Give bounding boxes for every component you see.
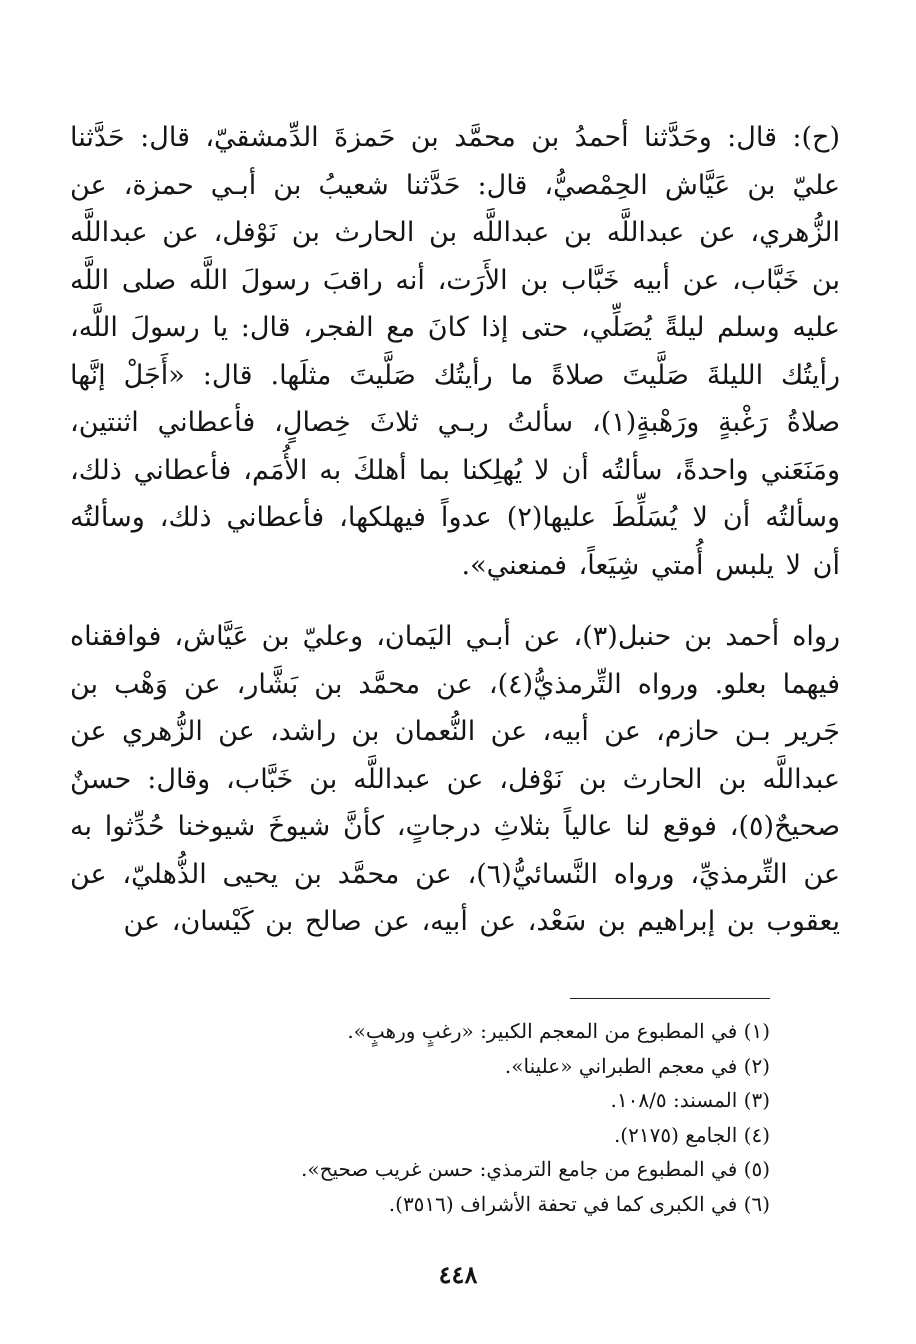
footnotes [180, 1014, 770, 1221]
footnote-6: (٦) في الكبرى كما في تحفة الأشراف (٣٥١٦). [388, 1191, 770, 1216]
page-number: ٤٤٨ [438, 1260, 478, 1289]
footnote-separator [570, 998, 770, 999]
footnote-1: (١) في المطبوع من المعجم الكبير: «رغبٍ ورهبٍ». [347, 1019, 770, 1043]
footnote-2: (٢) في معجم الطبراني «علينا». [504, 1053, 770, 1078]
hadith-paragraph: (ح): قال: وحَدَّثنا أحمدُ بن محمَّد بن حَمزةَ الدِّمشقيّ، قال: حَدَّثنا عليّ بن عَيَّاش الحِمْصيُّ، قال: حَدَّثنا شعيبُ بن أبـي حمزة، عن الزُّهري، عن عبداللَّه بن عبداللَّه بن الحارث بن نَوْفل، عن عبداللَّه بن خَبَّاب، عن أبيه خَبَّاب بن الأَرَت، أنه راقبَ رسولَ اللَّه صلى اللَّه عليه وسلم ليلةً يُصَلِّي، حتى إذا كانَ مع الفجر، قال: يا رسولَ اللَّه، رأيتُك الليلةَ صَلَّيتَ صلاةً ما رأيتُك صَلَّيتَ مثلَها. قال: «أَجَلْ إنَّها صلاةُ رَغْبةٍ ورَهْبةٍ(١)، سألتُ ربـي ثلاثَ خِصالٍ، فأعطاني اثنتين، ومَنَعَني واحدةً، سألتُه أن لا يُهلِكنا بما أهلكَ به الأُمَم، فأعطاني ذلك، وسألتُه أن لا يُسَلِّطَ عليها(٢) عدواً فيهلكها، فأعطاني ذلك، وسألتُه أن لا يلبس أُمتي شِيَعاً، فمنعني». [70, 122, 840, 581]
footnote-5: (٥) في المطبوع من جامع الترمذي: حسن غريب صحيح». [300, 1157, 770, 1181]
footnote-3: (٣) المسند: ١٠٨/٥. [610, 1088, 770, 1112]
footnote-4: (٤) الجامع (٢١٧٥). [613, 1122, 770, 1147]
commentary-paragraph: رواه أحمد بن حنبل(٣)، عن أبـي اليَمان، وعليّ بن عَيَّاش، فوافقناه فيهما بعلو. ورواه التِّرمذيُّ(٤)، عن محمَّد بن بَشَّار، عن وَهْب بن جَرير بـن حازم، عن أبيه، عن النُّعمان بن راشد، عن الزُّهري عن عبداللَّه بن الحارث بن نَوْفل، عن عبداللَّه بن خَبَّاب، وقال: حسنٌ صحيحٌ(٥)، فوقع لنا عالياً بثلاثِ درجاتٍ، كأنَّ شيوخَ شيوخنا حُدِّثوا به عن التِّرمذيِّ، ورواه النَّسائيُّ(٦)، عن محمَّد بن يحيى الذُّهليّ، عن يعقوب بن إبراهيم بن سَعْد، عن أبيه، عن صالح بن كَيْسان، عن [70, 621, 841, 937]
